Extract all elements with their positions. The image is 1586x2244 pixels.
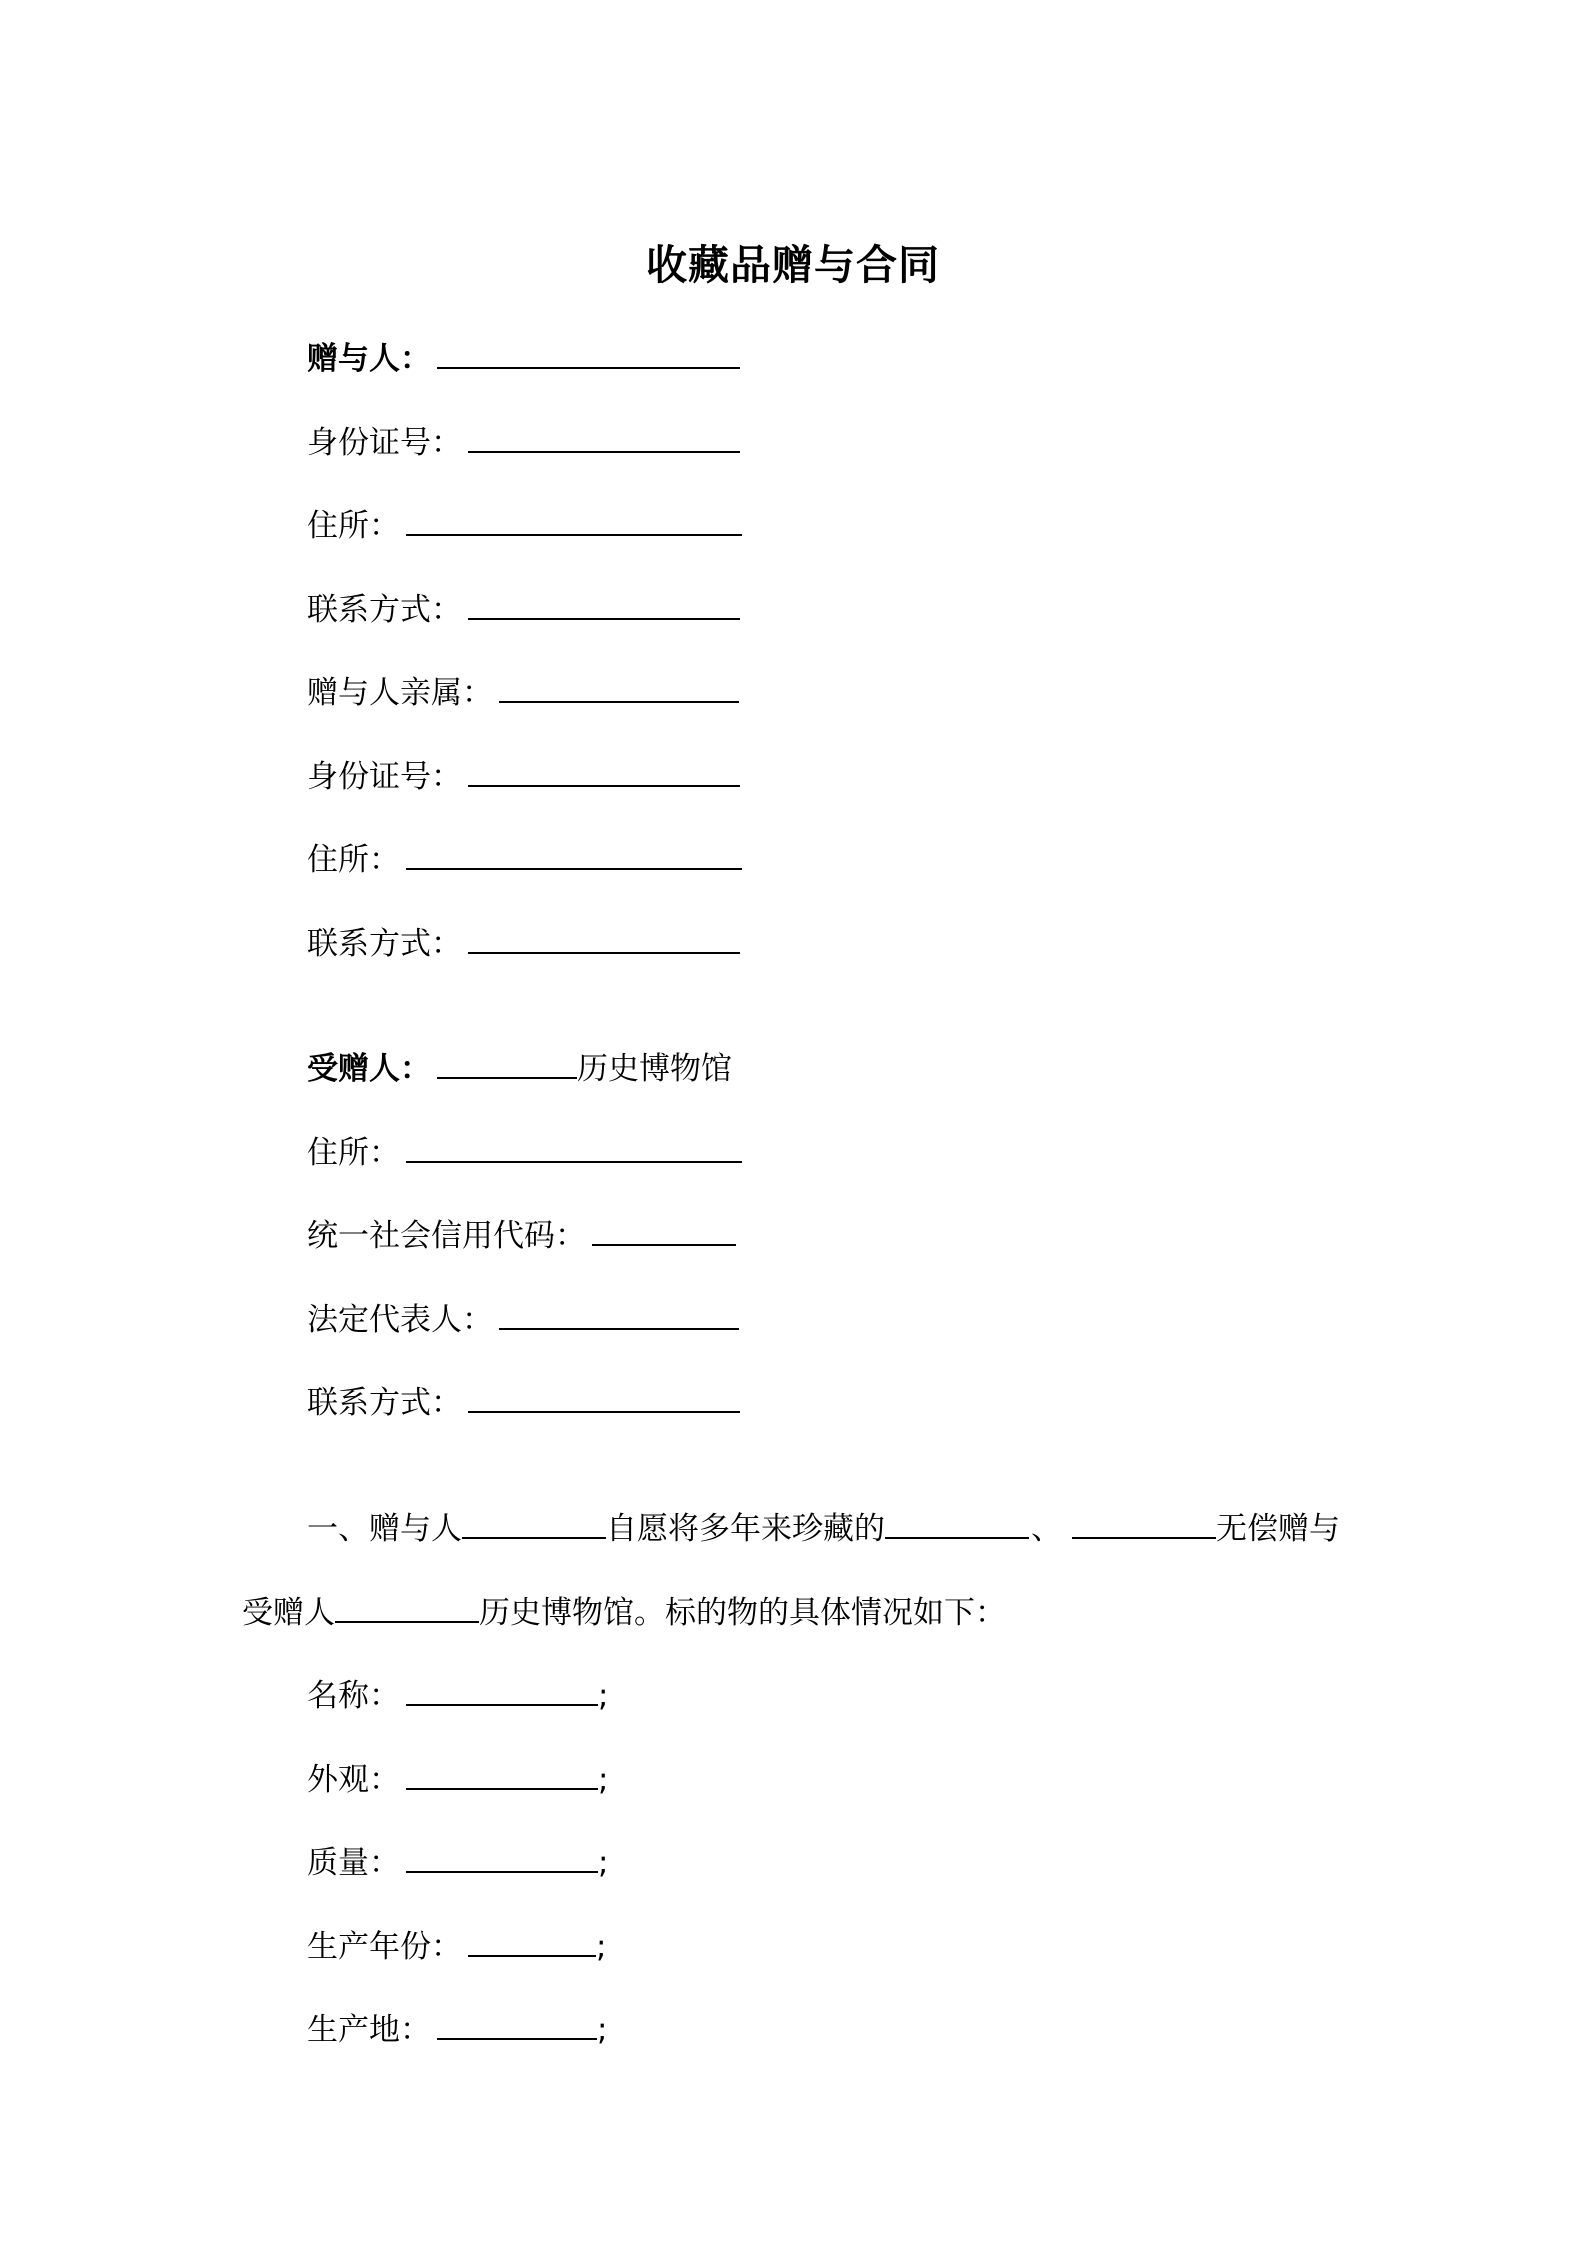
relative-label: 赠与人亲属：	[307, 675, 493, 711]
donor-id-line	[307, 417, 740, 464]
item-quality-label: 质量：	[307, 1845, 400, 1881]
clause1-part3: 、	[1031, 1511, 1062, 1547]
relative-id-field[interactable]	[468, 751, 740, 787]
recipient-contact-line	[307, 1377, 740, 1424]
relative-address-line	[307, 834, 742, 881]
recipient-contact-field[interactable]	[468, 1377, 740, 1413]
clause1-part1: 一、赠与人	[307, 1511, 462, 1547]
clause1-line1	[307, 1503, 1340, 1550]
clause1-part5: 受赠人	[242, 1595, 335, 1631]
item-name-terminator: ;	[598, 1678, 609, 1714]
relative-id-line	[307, 751, 740, 798]
item-year-terminator: ;	[596, 1929, 607, 1965]
relative-address-field[interactable]	[406, 834, 742, 870]
item-name-line	[307, 1670, 608, 1717]
recipient-credit-line	[307, 1210, 736, 1257]
clause1-recipient-field[interactable]	[335, 1587, 479, 1623]
donor-address-line	[307, 500, 742, 547]
recipient-address-label: 住所：	[307, 1135, 400, 1171]
clause1-item-field-2[interactable]	[1072, 1503, 1216, 1539]
item-origin-label: 生产地：	[307, 2012, 431, 2048]
item-year-label: 生产年份：	[307, 1929, 462, 1965]
recipient-address-field[interactable]	[406, 1127, 742, 1163]
relative-name-field[interactable]	[499, 667, 739, 703]
donor-address-field[interactable]	[406, 500, 742, 536]
recipient-address-line	[307, 1127, 742, 1174]
donor-label: 赠与人：	[307, 341, 431, 377]
item-name-label: 名称：	[307, 1678, 400, 1714]
item-name-field[interactable]	[406, 1670, 598, 1706]
item-origin-terminator: ;	[597, 2012, 608, 2048]
clause1-part4: 无偿赠与	[1216, 1511, 1340, 1547]
donor-line	[307, 333, 740, 380]
relative-contact-label: 联系方式：	[307, 926, 462, 962]
item-quality-field[interactable]	[406, 1837, 598, 1873]
relative-contact-line	[307, 918, 740, 965]
recipient-credit-field[interactable]	[592, 1210, 736, 1246]
relative-contact-field[interactable]	[468, 918, 740, 954]
item-appearance-field[interactable]	[406, 1754, 598, 1790]
clause1-line2	[242, 1587, 1006, 1634]
clause1-part6: 历史博物馆。标的物的具体情况如下：	[479, 1595, 1006, 1631]
recipient-credit-label: 统一社会信用代码：	[307, 1218, 586, 1254]
relative-address-label: 住所：	[307, 842, 400, 878]
recipient-line	[307, 1043, 732, 1090]
clause1-part2: 自愿将多年来珍藏的	[606, 1511, 885, 1547]
page-title: 收藏品赠与合同	[646, 241, 940, 289]
donor-contact-field[interactable]	[468, 584, 740, 620]
item-appearance-label: 外观：	[307, 1762, 400, 1798]
item-appearance-terminator: ;	[598, 1762, 609, 1798]
donor-id-label: 身份证号：	[307, 425, 462, 461]
donor-address-label: 住所：	[307, 508, 400, 544]
clause1-donor-field[interactable]	[462, 1503, 606, 1539]
recipient-contact-label: 联系方式：	[307, 1385, 462, 1421]
donor-contact-label: 联系方式：	[307, 592, 462, 628]
item-origin-line	[307, 2004, 607, 2051]
recipient-name-field[interactable]	[437, 1043, 577, 1079]
recipient-legal-label: 法定代表人：	[307, 1302, 493, 1338]
recipient-label: 受赠人：	[307, 1051, 431, 1087]
item-year-line	[307, 1921, 606, 1968]
donor-id-field[interactable]	[468, 417, 740, 453]
donor-contact-line	[307, 584, 740, 631]
item-origin-field[interactable]	[437, 2004, 597, 2040]
item-quality-line	[307, 1837, 608, 1884]
recipient-museum-suffix: 历史博物馆	[577, 1051, 732, 1087]
recipient-legal-field[interactable]	[499, 1294, 739, 1330]
donor-name-field[interactable]	[437, 333, 740, 369]
relative-id-label: 身份证号：	[307, 759, 462, 795]
relative-line	[307, 667, 739, 714]
item-quality-terminator: ;	[598, 1845, 609, 1881]
recipient-legal-line	[307, 1294, 739, 1341]
item-appearance-line	[307, 1754, 608, 1801]
clause1-item-field-1[interactable]	[885, 1503, 1029, 1539]
item-year-field[interactable]	[468, 1921, 596, 1957]
